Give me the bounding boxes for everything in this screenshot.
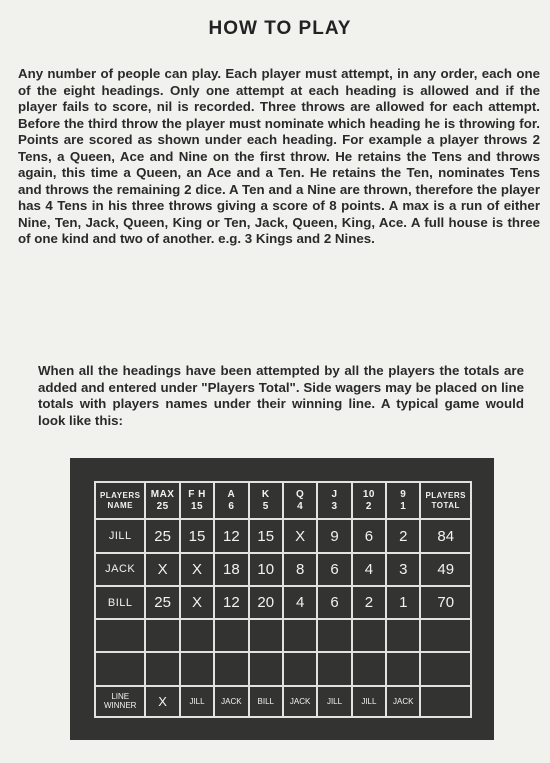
column-header-label: MAX bbox=[150, 488, 175, 500]
player-total: 70 bbox=[420, 586, 471, 619]
column-header-points: 15 bbox=[190, 500, 204, 512]
score-cell bbox=[352, 652, 386, 685]
column-header-label: 10 bbox=[362, 488, 375, 500]
score-cell: X bbox=[283, 519, 317, 552]
score-cell bbox=[317, 652, 351, 685]
column-header-label: A bbox=[227, 488, 236, 500]
line-winner-cell: JACK bbox=[386, 686, 420, 717]
line-winner-cell bbox=[420, 686, 471, 717]
line-winner-cell: JACK bbox=[283, 686, 317, 717]
player-total: 84 bbox=[420, 519, 471, 552]
rules-paragraph: Any number of people can play. Each player must attempt, in any order, each one of the eight headings. Only one attempt at each heading is allowed and if the player fails to score, nil is recorded. Three throws are allowed for each attempt. Before the third throw the player must nominate which heading he is throwing for. Points are scored as shown under each heading. For example a player throws 2 Tens, a Queen, Ace and Nine on the first throw. He retains the Tens and throws again, this time a Queen, an Ace and a Ten. He retains the Ten, nominates Tens and throws the remaining 2 dice. A Ten and a Nine are thrown, therefore the player has 4 Tens in his three throws giving a score of 8 points. A max is a run of either Nine, Ten, Jack, Queen, King or Ten, Jack, Queen, King, Ace. A full house is three of one kind and two of another. e.g. 3 Kings and 2 Nines. bbox=[18, 66, 540, 246]
score-cell: 6 bbox=[352, 519, 386, 552]
column-header-label: PLAYERS bbox=[99, 490, 141, 500]
score-cell: 6 bbox=[317, 553, 351, 586]
column-header bbox=[420, 482, 471, 519]
column-header bbox=[283, 482, 317, 519]
score-grid bbox=[94, 481, 472, 718]
player-total bbox=[420, 619, 471, 652]
player-name: BILL bbox=[95, 586, 145, 619]
player-row bbox=[95, 586, 471, 619]
score-cell bbox=[386, 652, 420, 685]
column-header-points: 4 bbox=[297, 500, 304, 512]
score-cell bbox=[317, 619, 351, 652]
player-row bbox=[95, 553, 471, 586]
player-name: JILL bbox=[95, 519, 145, 552]
score-cell: 12 bbox=[214, 586, 248, 619]
line-winner-label-bottom: WINNER bbox=[103, 701, 137, 711]
player-total bbox=[420, 652, 471, 685]
score-cell bbox=[249, 652, 283, 685]
column-header bbox=[214, 482, 248, 519]
score-cell: 4 bbox=[352, 553, 386, 586]
score-cell: 9 bbox=[317, 519, 351, 552]
line-winner-cell: JILL bbox=[317, 686, 351, 717]
column-header bbox=[386, 482, 420, 519]
score-cell: 25 bbox=[145, 519, 179, 552]
line-winner-cell: X bbox=[145, 686, 179, 717]
score-cell: X bbox=[145, 553, 179, 586]
player-total: 49 bbox=[420, 553, 471, 586]
column-header-label: Q bbox=[295, 488, 305, 500]
column-header-label: J bbox=[331, 488, 338, 500]
column-header bbox=[180, 482, 214, 519]
score-cell: 15 bbox=[180, 519, 214, 552]
score-header-row bbox=[95, 482, 471, 519]
column-header bbox=[95, 482, 145, 519]
score-cell bbox=[283, 619, 317, 652]
column-header-points: 25 bbox=[156, 500, 169, 512]
line-winner-cell: JILL bbox=[352, 686, 386, 717]
score-cell bbox=[352, 619, 386, 652]
score-cell: X bbox=[180, 586, 214, 619]
score-cell: 2 bbox=[386, 519, 420, 552]
player-name bbox=[95, 652, 145, 685]
scoreboard bbox=[70, 458, 494, 740]
column-header-label: F H bbox=[188, 488, 206, 500]
score-cell: 3 bbox=[386, 553, 420, 586]
score-cell bbox=[283, 652, 317, 685]
line-winner-label-top: LINE bbox=[111, 692, 130, 702]
score-cell bbox=[249, 619, 283, 652]
column-header-points: 2 bbox=[365, 500, 372, 512]
score-cell bbox=[145, 652, 179, 685]
player-row bbox=[95, 619, 471, 652]
score-cell: 20 bbox=[249, 586, 283, 619]
score-cell: 10 bbox=[249, 553, 283, 586]
player-name: JACK bbox=[95, 553, 145, 586]
column-header-points: 3 bbox=[331, 500, 338, 512]
score-cell bbox=[386, 619, 420, 652]
score-cell: 12 bbox=[214, 519, 248, 552]
score-cell: 25 bbox=[145, 586, 179, 619]
score-cell bbox=[180, 619, 214, 652]
score-cell bbox=[214, 619, 248, 652]
score-cell bbox=[145, 619, 179, 652]
score-cell: 1 bbox=[386, 586, 420, 619]
score-cell bbox=[180, 652, 214, 685]
score-cell: X bbox=[180, 553, 214, 586]
player-row bbox=[95, 652, 471, 685]
score-cell: 4 bbox=[283, 586, 317, 619]
column-header bbox=[352, 482, 386, 519]
line-winner-label bbox=[95, 686, 145, 717]
player-row bbox=[95, 519, 471, 552]
totals-paragraph: When all the headings have been attempted by all the players the totals are added and entered under "Players Total". Side wagers may be placed on line totals with players names under their winning line. A typical game would look like this: bbox=[38, 363, 524, 428]
column-header-points: TOTAL bbox=[431, 500, 460, 510]
column-header-label: PLAYERS bbox=[425, 490, 466, 500]
score-cell: 18 bbox=[214, 553, 248, 586]
column-header-points: 6 bbox=[228, 500, 235, 512]
line-winner-row bbox=[95, 686, 471, 717]
column-header bbox=[145, 482, 179, 519]
column-header-points: 1 bbox=[400, 500, 407, 512]
score-cell: 8 bbox=[283, 553, 317, 586]
column-header-label: K bbox=[261, 488, 270, 500]
score-cell: 6 bbox=[317, 586, 351, 619]
line-winner-cell: BILL bbox=[249, 686, 283, 717]
score-cell: 2 bbox=[352, 586, 386, 619]
page-title: HOW TO PLAY bbox=[208, 18, 352, 39]
line-winner-cell: JACK bbox=[214, 686, 248, 717]
column-header-points: NAME bbox=[107, 500, 133, 510]
line-winner-cell: JILL bbox=[180, 686, 214, 717]
column-header bbox=[317, 482, 351, 519]
column-header bbox=[249, 482, 283, 519]
score-cell: 15 bbox=[249, 519, 283, 552]
column-header-label: 9 bbox=[400, 488, 407, 500]
column-header-points: 5 bbox=[262, 500, 269, 512]
player-name bbox=[95, 619, 145, 652]
score-cell bbox=[214, 652, 248, 685]
